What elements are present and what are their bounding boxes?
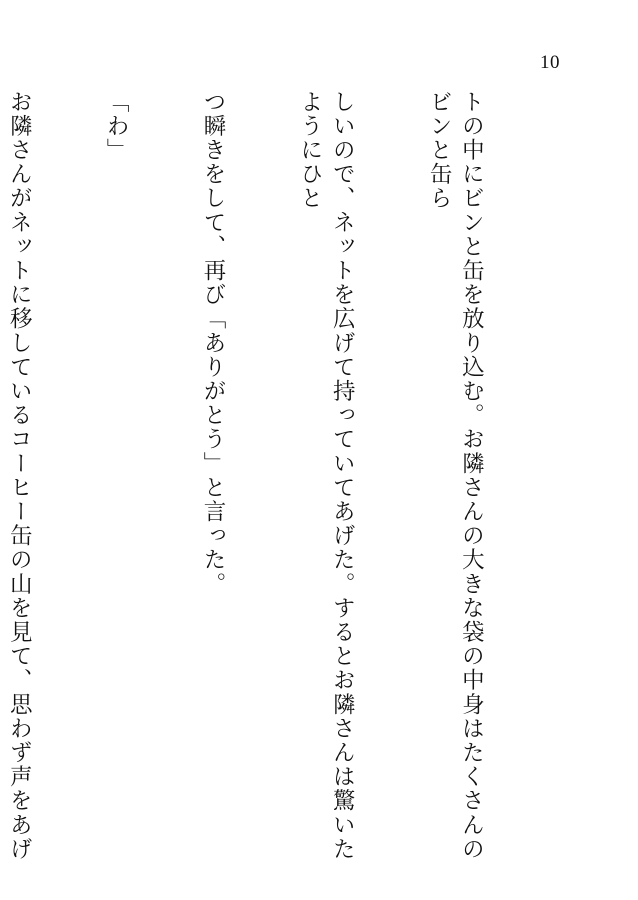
text-line: お隣さんがネットに移しているコーヒー缶の山を見て、思わず声をあげ	[6, 90, 33, 862]
text-line: 「わ」	[103, 90, 130, 163]
text-line: しいので、ネットを広げて持っていてあげた。するとお隣さんは驚いたようにひと	[296, 90, 356, 862]
text-line: トの中にビンと缶を放り込む。お隣さんの大きな袋の中身はたくさんのビンと缶ら	[426, 90, 485, 862]
vertical-text-body	[6, 90, 552, 880]
page-number: 10	[540, 52, 560, 73]
text-line: つ瞬きをして、再び「ありがとう」と言った。	[200, 90, 227, 597]
